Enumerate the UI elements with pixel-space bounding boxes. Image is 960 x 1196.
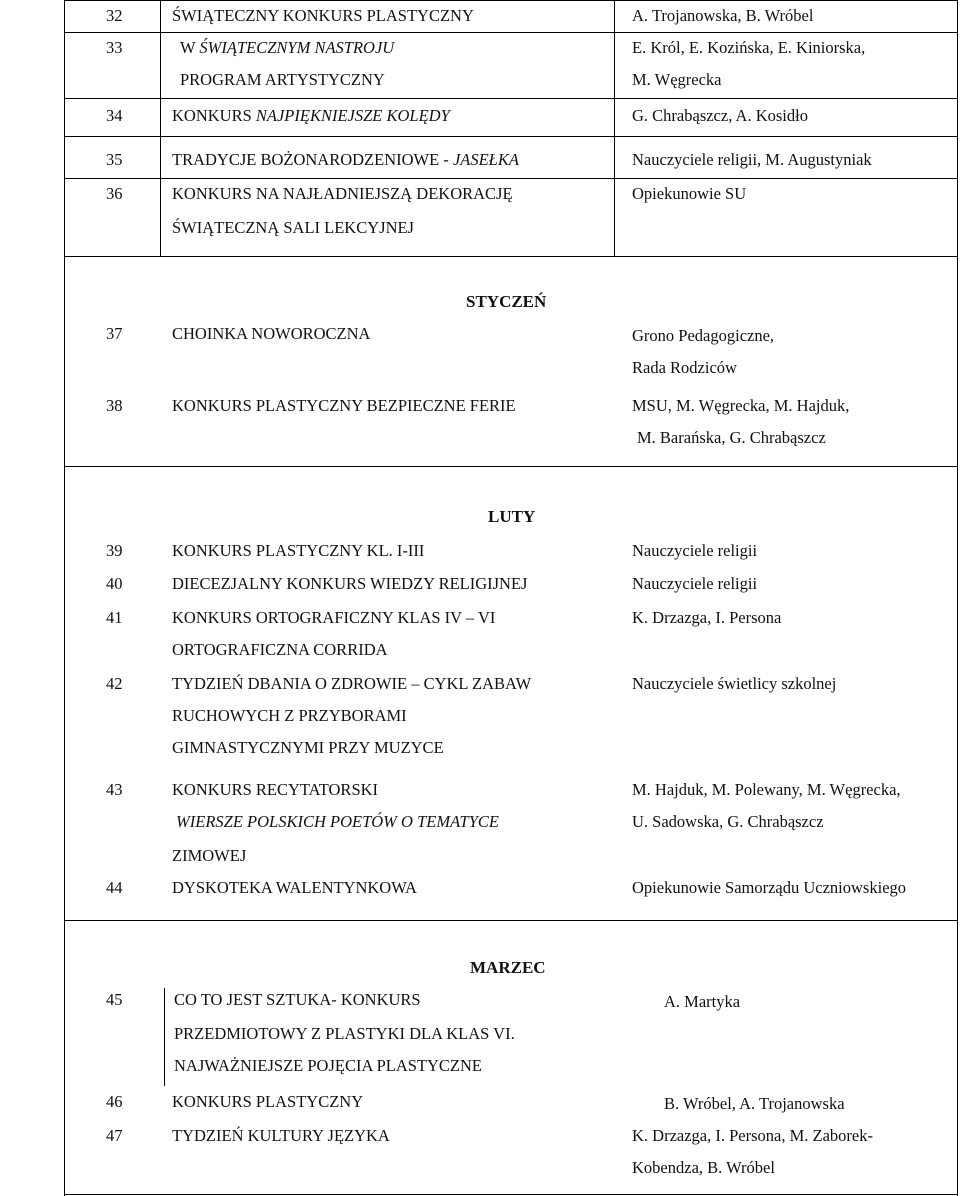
event-title: KONKURS ORTOGRAFICZNY KLAS IV – VI xyxy=(172,608,496,627)
row-number: 41 xyxy=(106,608,123,627)
event-title: CHOINKA NOWOROCZNA xyxy=(172,324,371,343)
column-divider xyxy=(164,988,165,1086)
row-number: 47 xyxy=(106,1126,123,1145)
event-title: KONKURS NAJPIĘKNIEJSZE KOLĘDY xyxy=(172,106,450,125)
event-title: PRZEDMIOTOWY Z PLASTYKI DLA KLAS VI. xyxy=(174,1024,515,1043)
responsible: MSU, M. Węgrecka, M. Hajduk, xyxy=(632,396,850,415)
responsible: Nauczyciele religii xyxy=(632,541,758,560)
row-number: 37 xyxy=(106,324,123,343)
responsible: Nauczyciele świetlicy szkolnej xyxy=(632,674,837,693)
event-title: NAJWAŻNIEJSZE POJĘCIA PLASTYCZNE xyxy=(174,1056,483,1075)
responsible: U. Sadowska, G. Chrabąszcz xyxy=(632,812,824,831)
event-title-italic: ŚWIĄTECZNYM NASTROJU xyxy=(199,38,395,57)
month-heading: LUTY xyxy=(488,507,536,526)
month-heading: STYCZEŃ xyxy=(466,292,547,311)
responsible: M. Węgrecka xyxy=(632,70,722,89)
row-number: 44 xyxy=(106,878,123,897)
event-title: GIMNASTYCZNYMI PRZY MUZYCE xyxy=(172,738,444,757)
row-number: 43 xyxy=(106,780,123,799)
column-divider xyxy=(160,0,161,256)
row-number: 32 xyxy=(106,6,123,25)
event-title-italic: WIERSZE POLSKICH POETÓW O TEMATYCE xyxy=(176,812,499,831)
responsible: Opiekunowie Samorządu Uczniowskiego xyxy=(632,878,907,897)
event-title: ORTOGRAFICZNA CORRIDA xyxy=(172,640,388,659)
responsible: K. Drzazga, I. Persona xyxy=(632,608,782,627)
row-divider xyxy=(64,98,958,99)
event-title: PROGRAM ARTYSTYCZNY xyxy=(180,70,385,89)
event-title-italic: JASEŁKA xyxy=(452,150,519,169)
row-number: 38 xyxy=(106,396,123,415)
row-number: 36 xyxy=(106,184,123,203)
event-title: TRADYCJE BOŻONARODZENIOWE - JASEŁKA xyxy=(172,150,519,169)
row-divider xyxy=(64,32,958,33)
responsible: A. Martyka xyxy=(664,992,741,1011)
event-title: KONKURS PLASTYCZNY BEZPIECZNE FERIE xyxy=(172,396,516,415)
event-title: CO TO JEST SZTUKA- KONKURS xyxy=(174,990,421,1009)
responsible: Opiekunowie SU xyxy=(632,184,747,203)
event-title: ŚWIĄTECZNĄ SALI LEKCYJNEJ xyxy=(172,218,414,237)
row-number: 34 xyxy=(106,106,123,125)
row-number: 39 xyxy=(106,541,123,560)
row-number: 35 xyxy=(106,150,123,169)
event-title: TYDZIEŃ KULTURY JĘZYKA xyxy=(172,1126,390,1145)
row-number: 42 xyxy=(106,674,123,693)
responsible: Rada Rodziców xyxy=(632,358,737,377)
responsible: Nauczyciele religii, M. Augustyniak xyxy=(632,150,872,169)
row-divider xyxy=(64,920,958,921)
row-divider xyxy=(64,0,958,1)
row-number: 45 xyxy=(106,990,123,1009)
responsible: A. Trojanowska, B. Wróbel xyxy=(632,6,814,25)
row-number: 33 xyxy=(106,38,123,57)
event-title xyxy=(176,812,499,832)
event-title: ZIMOWEJ xyxy=(172,846,247,865)
table-border xyxy=(957,0,958,1196)
row-divider xyxy=(64,178,958,179)
responsible: K. Drzazga, I. Persona, M. Zaborek- xyxy=(632,1126,873,1145)
event-title: TYDZIEŃ DBANIA O ZDROWIE – CYKL ZABAW xyxy=(172,674,532,693)
responsible: G. Chrabąszcz, A. Kosidło xyxy=(632,106,808,125)
responsible: M. Barańska, G. Chrabąszcz xyxy=(637,428,826,447)
event-title: W ŚWIĄTECZNYM NASTROJU xyxy=(180,38,395,57)
table-border xyxy=(64,0,65,1196)
event-title: KONKURS RECYTATORSKI xyxy=(172,780,379,799)
responsible: M. Hajduk, M. Polewany, M. Węgrecka, xyxy=(632,780,901,799)
row-divider xyxy=(64,1194,958,1195)
event-title: DYSKOTEKA WALENTYNKOWA xyxy=(172,878,417,897)
row-number: 46 xyxy=(106,1092,123,1111)
responsible: Kobendza, B. Wróbel xyxy=(632,1158,775,1177)
responsible: B. Wróbel, A. Trojanowska xyxy=(664,1094,845,1113)
row-divider xyxy=(64,256,958,257)
responsible: Grono Pedagogiczne, xyxy=(632,326,775,345)
event-title: DIECEZJALNY KONKURS WIEDZY RELIGIJNEJ xyxy=(172,574,528,593)
responsible: Nauczyciele religii xyxy=(632,574,758,593)
month-heading: MARZEC xyxy=(470,958,546,977)
event-title: KONKURS NA NAJŁADNIEJSZĄ DEKORACJĘ xyxy=(172,184,513,203)
row-number: 40 xyxy=(106,574,123,593)
event-title: RUCHOWYCH Z PRZYBORAMI xyxy=(172,706,407,725)
responsible: E. Król, E. Kozińska, E. Kiniorska, xyxy=(632,38,866,57)
event-title: KONKURS PLASTYCZNY KL. I-III xyxy=(172,541,425,560)
column-divider xyxy=(614,0,615,256)
event-title: KONKURS PLASTYCZNY xyxy=(172,1092,364,1111)
event-title-italic: NAJPIĘKNIEJSZE KOLĘDY xyxy=(255,106,450,125)
event-title: ŚWIĄTECZNY KONKURS PLASTYCZNY xyxy=(172,6,474,25)
row-divider xyxy=(64,466,958,467)
row-divider xyxy=(64,136,958,137)
